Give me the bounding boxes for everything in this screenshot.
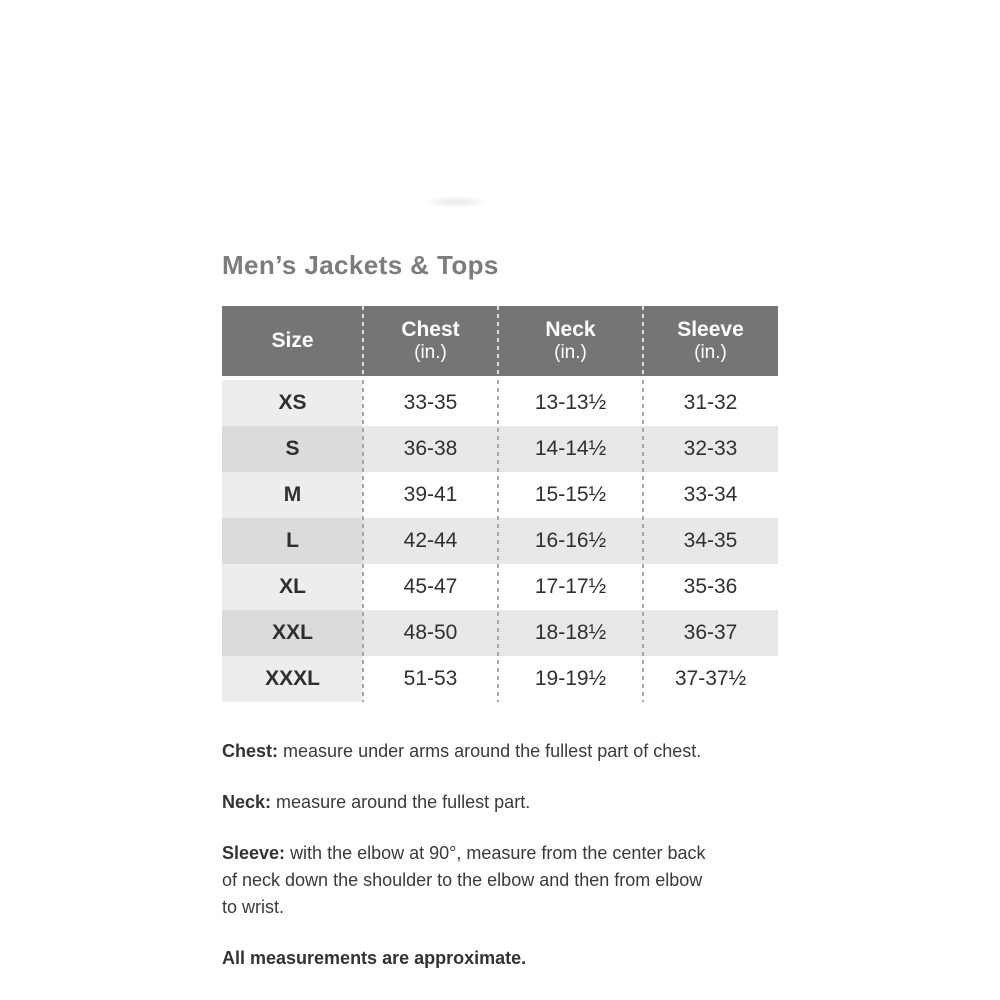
cell-neck: 16-16½ [498,518,643,564]
table-header-row [222,306,778,376]
cell-neck: 15-15½ [498,472,643,518]
note-text: measure around the fullest part. [276,792,531,812]
header-label: Neck [545,318,596,341]
column-divider [497,306,499,702]
note-text: with the elbow at 90°, measure from the center back [290,843,706,863]
header-cell-neck [498,306,643,376]
note-neck [222,789,782,816]
divider-body-segment [642,380,644,702]
header-cell-size [222,306,363,376]
divider-header-segment [497,306,499,376]
cell-sleeve: 33-34 [643,472,778,518]
table-row [222,426,778,472]
cell-neck: 17-17½ [498,564,643,610]
cell-size: XL [222,564,363,610]
cell-sleeve: 32-33 [643,426,778,472]
cell-chest: 48-50 [363,610,498,656]
table-row [222,518,778,564]
size-table [222,306,778,702]
cell-sleeve: 37-37½ [643,656,778,702]
cell-size: S [222,426,363,472]
cell-chest: 51-53 [363,656,498,702]
scan-artifact [420,196,492,208]
header-label: Size [271,329,314,352]
table-row [222,564,778,610]
page-title: Men’s Jackets & Tops [222,250,499,280]
header-cell-sleeve [643,306,778,376]
note-line: to wrist. [222,897,285,917]
table-body [222,380,778,702]
cell-size: XS [222,380,363,426]
cell-chest: 39-41 [363,472,498,518]
note-line: of neck down the shoulder to the elbow and then from elbow [222,870,703,890]
cell-sleeve: 36-37 [643,610,778,656]
note-sleeve [222,840,782,921]
header-label: Chest [401,318,460,341]
column-divider [642,306,644,702]
cell-sleeve: 31-32 [643,380,778,426]
cell-chest: 36-38 [363,426,498,472]
cell-size: XXL [222,610,363,656]
note-label: Neck: [222,792,272,812]
divider-body-segment [497,380,499,702]
table-row [222,380,778,426]
header-unit: (in.) [554,342,587,363]
note-text: measure under arms around the fullest part of chest. [283,741,702,761]
cell-size: L [222,518,363,564]
divider-header-segment [362,306,364,376]
cell-neck: 14-14½ [498,426,643,472]
cell-size: M [222,472,363,518]
table-row [222,472,778,518]
cell-sleeve: 35-36 [643,564,778,610]
header-label: Sleeve [677,318,744,341]
cell-neck: 19-19½ [498,656,643,702]
cell-size: XXXL [222,656,363,702]
divider-body-segment [362,380,364,702]
cell-chest: 45-47 [363,564,498,610]
note-chest [222,738,782,765]
table-row [222,656,778,702]
cell-chest: 33-35 [363,380,498,426]
cell-sleeve: 34-35 [643,518,778,564]
note-label: Sleeve: [222,843,286,863]
measurement-notes [222,738,782,996]
header-unit: (in.) [694,342,727,363]
divider-header-segment [642,306,644,376]
note-approximate: All measurements are approximate. [222,948,527,968]
cell-chest: 42-44 [363,518,498,564]
header-cell-chest [363,306,498,376]
header-unit: (in.) [414,342,447,363]
cell-neck: 18-18½ [498,610,643,656]
table-row [222,610,778,656]
note-line [222,840,782,867]
cell-neck: 13-13½ [498,380,643,426]
column-divider [362,306,364,702]
note-label: Chest: [222,741,279,761]
